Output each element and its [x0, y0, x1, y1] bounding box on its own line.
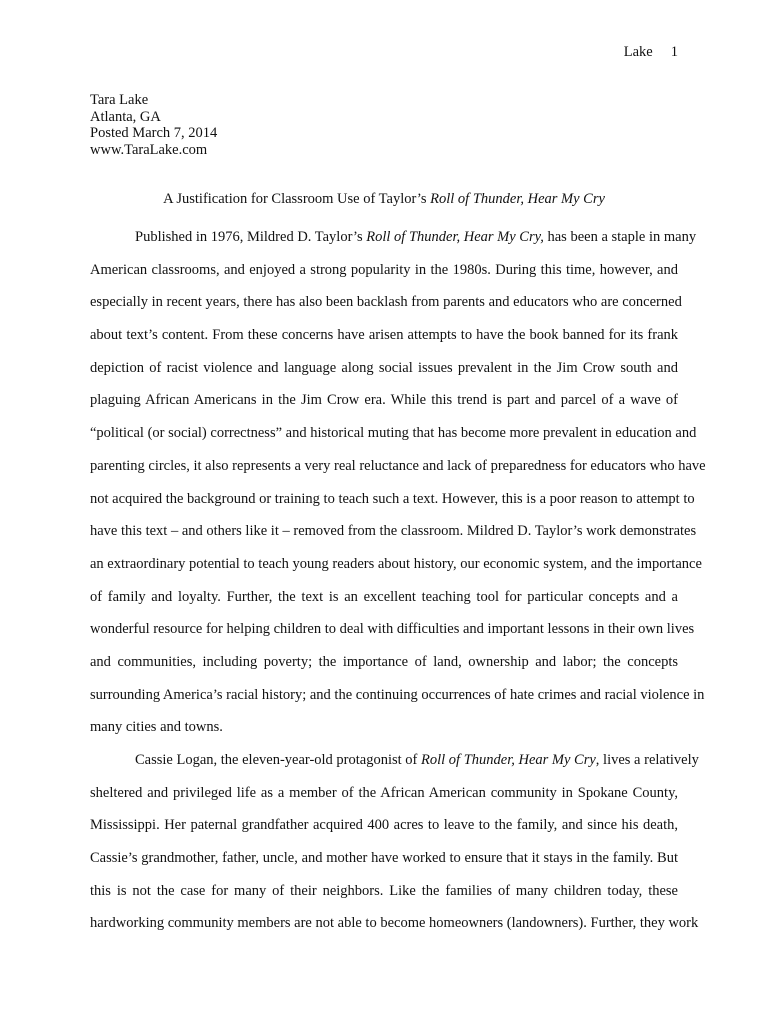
text-run: have this text – and others like it – removed from the classroom. Mildred D. Taylor’s work demonstrates — [90, 523, 697, 540]
text-line — [90, 842, 678, 875]
text-run: this is not the case for many of their neighbors. Like the families of many children today, these — [90, 882, 678, 899]
text-run: Cassie Logan, the eleven-year-old protagonist of — [135, 752, 421, 768]
page-number: 1 — [670, 44, 678, 60]
text-line — [90, 711, 678, 744]
text-line — [90, 646, 678, 679]
text-run: of family and loyalty. Further, the text is an excellent teaching tool for particular concepts and a — [90, 588, 678, 605]
text-run: Mississippi. Her paternal grandfather acquired 400 acres to leave to the family, and since his death, — [90, 817, 678, 834]
author-location: Atlanta, GA — [90, 108, 161, 125]
text-line — [90, 907, 699, 940]
text-run: many cities and towns. — [90, 719, 223, 736]
text-line — [90, 319, 678, 352]
text-line — [90, 581, 678, 614]
text-run: Cassie’s grandmother, father, uncle, and mother have worked to ensure that it stays in the family. But — [90, 850, 678, 867]
author-website: www.TaraLake.com — [90, 141, 208, 158]
text-line — [90, 875, 678, 908]
text-run: sheltered and privileged life as a member of the African American community in Spokane County, — [90, 784, 678, 801]
text-line — [90, 221, 697, 254]
text-run: “political (or social) correctness” and historical muting that has become more prevalent in education and — [90, 425, 697, 442]
text-run: depiction of racist violence and language along social issues prevalent in the Jim Crow south and — [90, 359, 678, 376]
essay-title — [0, 190, 768, 208]
author-name: Tara Lake — [90, 92, 149, 108]
text-run: wonderful resource for helping children to deal with difficulties and important lessons in their own lives — [90, 621, 695, 638]
text-line — [90, 777, 678, 810]
text-run: hardworking community members are not able to become homeowners (landowners). Further, they work — [90, 915, 699, 932]
text-run: plaguing African Americans in the Jim Crow era. While this trend is part and parcel of a wave of — [90, 392, 678, 409]
text-line — [90, 384, 678, 417]
text-line — [90, 515, 697, 548]
book-title-italic: Roll of Thunder, Hear My Cry — [421, 752, 596, 768]
book-title-italic: Roll of Thunder, Hear My Cry, — [366, 229, 544, 245]
title-prefix: A Justification for Classroom Use of Taylor’s — [163, 191, 431, 207]
text-run: an extraordinary potential to teach young readers about history, our economic system, and the importance — [90, 555, 702, 572]
text-line — [90, 450, 706, 483]
running-header — [624, 44, 678, 61]
text-run: American classrooms, and enjoyed a strong popularity in the 1980s. During this time, however, and — [90, 261, 678, 278]
text-line — [90, 809, 678, 842]
text-line — [90, 286, 682, 319]
text-line — [90, 548, 702, 581]
text-line — [90, 744, 699, 777]
essay-body — [90, 221, 706, 940]
text-run: especially in recent years, there has also been backlash from parents and educators who are concerned — [90, 294, 682, 311]
text-run: about text’s content. From these concerns have arisen attempts to have the book banned for its frank — [90, 327, 678, 344]
title-book: Roll of Thunder, Hear My Cry — [430, 191, 605, 207]
header-author-surname: Lake — [623, 44, 653, 60]
text-line — [90, 417, 697, 450]
text-line — [90, 613, 695, 646]
text-line — [90, 352, 678, 385]
posted-date: Posted March 7, 2014 — [90, 125, 218, 141]
text-line — [90, 254, 678, 287]
text-run: has been a staple in many — [543, 229, 697, 245]
text-run: and communities, including poverty; the importance of land, ownership and labor; the concepts — [90, 653, 678, 670]
author-heading — [90, 92, 217, 158]
paragraph — [90, 744, 699, 940]
text-run: Published in 1976, Mildred D. Taylor’s — [135, 229, 367, 245]
text-run: , lives a relatively — [595, 752, 699, 768]
paragraph — [90, 221, 706, 744]
text-line — [90, 679, 705, 712]
text-run: not acquired the background or training to teach such a text. However, this is a poor reason to attempt to — [90, 490, 695, 507]
text-run: surrounding America’s racial history; and the continuing occurrences of hate crimes and racial violence in — [90, 686, 705, 703]
text-run: parenting circles, it also represents a very real reluctance and lack of preparedness for educators who have — [90, 457, 706, 474]
text-line — [90, 483, 695, 516]
